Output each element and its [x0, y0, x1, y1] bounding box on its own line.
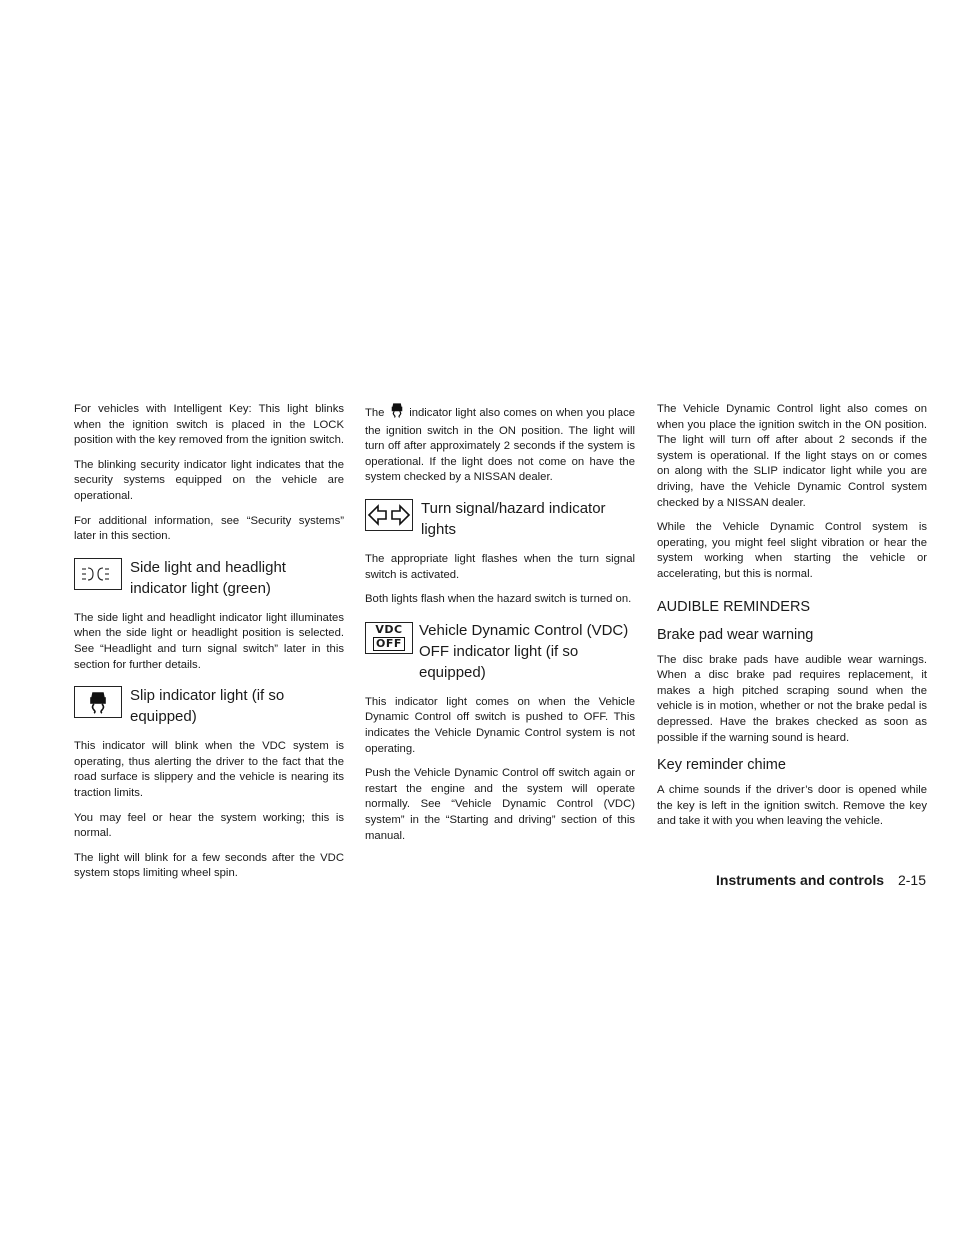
slip-car-icon [390, 402, 404, 424]
paragraph: The light will blink for a few seconds after the VDC system stops limiting wheel spin. [74, 851, 344, 880]
paragraph: The blinking security indicator light indicates that the security systems equipped on the vehicle are operational. [74, 458, 344, 502]
paragraph: The disc brake pads have audible wear warnings. When a disc brake pad requires replacement, it makes a high pitched scraping sound when the vehicle is in motion, whether or not the brake pedal is depressed. Have the brakes checked as soon as possible if the warning sound is heard. [657, 653, 927, 744]
paragraph: You may feel or hear the system working; this is normal. [74, 811, 344, 840]
turn-signal-heading [365, 498, 635, 540]
side-light-heading-text: Side light and headlight indicator light (green) [130, 558, 286, 597]
footer-section-title: Instruments and controls [716, 872, 885, 888]
slip-car-icon [74, 686, 122, 718]
slip-heading-text: Slip indicator light (if so equipped) [130, 687, 285, 726]
vdc-off-heading [365, 620, 635, 683]
paragraph: Push the Vehicle Dynamic Control off switch again or restart the engine and the system will operate normally. See “Vehicle Dynamic Control (VDC) system” in the “Starting and driving” section of this manual. [365, 767, 635, 842]
paragraph: The Vehicle Dynamic Control light also comes on when you place the ignition switch in the ON position. The light will turn off after about 2 seconds if the system is operational. If the light stays on or comes on along with the SLIP indicator light while you are driving, have the Vehicle Dynamic Control system checked by a NISSAN dealer. [657, 403, 927, 509]
slip-heading [74, 685, 344, 727]
key-reminder-heading: Key reminder chime [657, 757, 786, 774]
paragraph: For vehicles with Intelligent Key: This light blinks when the ignition switch is placed in the LOCK position with the key removed from the ignition switch. [74, 403, 344, 447]
vdc-off-icon [365, 622, 413, 654]
vdc-icon-top-text: VDC [375, 623, 403, 637]
column-2 [365, 402, 635, 853]
brake-pad-heading: Brake pad wear warning [657, 626, 814, 643]
vdc-icon-bottom-text: OFF [373, 637, 405, 651]
paragraph: This indicator will blink when the VDC system is operating, thus alerting the driver to the fact that the road surface is slippery and the vehicle is nearing its traction limits. [74, 740, 344, 799]
turn-signal-arrows-icon [365, 499, 413, 531]
column-3 [657, 402, 927, 839]
paragraph: While the Vehicle Dynamic Control system is operating, you might feel slight vibration or hear the system working when starting the vehicle or accelerating, but this is normal. [657, 521, 927, 580]
column-1 [74, 402, 344, 891]
side-light-headlight-icon [74, 558, 122, 590]
page-number: 2-15 [897, 872, 926, 888]
paragraph: Both lights flash when the hazard switch is turned on. [365, 593, 632, 606]
paragraph-suffix: indicator light also comes on when you place the ignition switch in the ON position. The light will turn off after approximately 2 seconds if the system is operational. If the light does not come on have the system checked by a NISSAN dealer. [365, 406, 636, 484]
page-footer [716, 872, 926, 888]
paragraph: A chime sounds if the driver’s door is opened while the key is left in the ignition switch. Remove the key and take it with you when leaving the vehicle. [657, 784, 927, 828]
turn-signal-heading-text: Turn signal/hazard indicator lights [421, 499, 606, 538]
section-title: AUDIBLE REMINDERS [657, 598, 811, 615]
paragraph: The side light and headlight indicator light illuminates when the side light or headlight position is selected. See “Headlight and turn signal switch” later in this section for further details. [74, 611, 344, 671]
paragraph: For additional information, see “Security systems” later in this section. [74, 514, 344, 543]
side-light-heading [74, 557, 344, 599]
paragraph [365, 402, 635, 486]
paragraph-prefix: The [365, 406, 385, 419]
paragraph: The appropriate light flashes when the turn signal switch is activated. [365, 552, 635, 581]
vdc-off-heading-text: Vehicle Dynamic Control (VDC) OFF indicator light (if so equipped) [419, 621, 629, 681]
paragraph: This indicator light comes on when the Vehicle Dynamic Control off switch is pushed to OFF. This indicates the Vehicle Dynamic Control system is not operating. [365, 695, 635, 755]
